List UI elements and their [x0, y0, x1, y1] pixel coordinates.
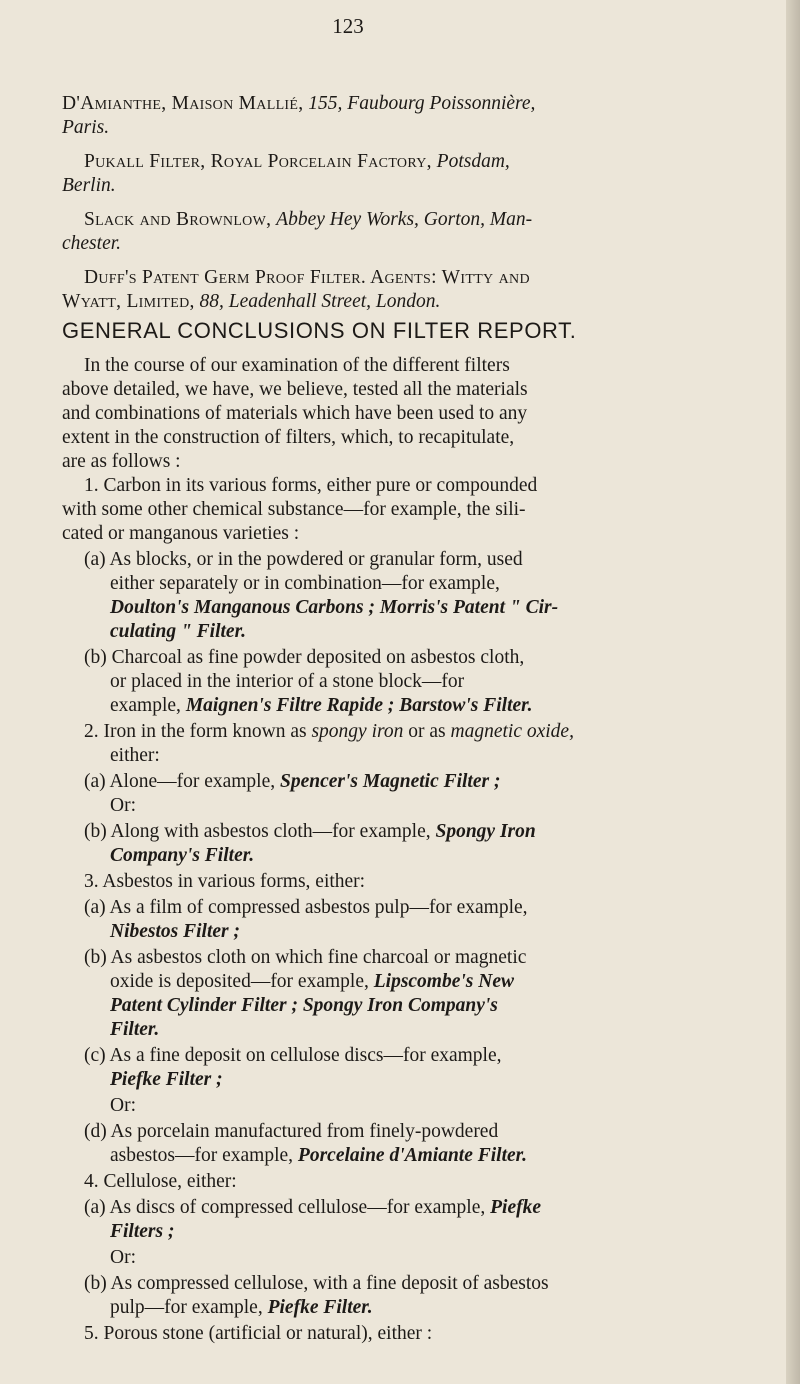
address-entry — [62, 92, 535, 116]
sub-item — [84, 820, 536, 844]
paragraph-line: are as follows : — [62, 451, 181, 472]
address-entry — [62, 290, 440, 314]
address-entry — [84, 208, 532, 232]
sub-item — [84, 770, 500, 794]
sub-item: (a) As a film of compressed asbestos pulp—for example, — [84, 897, 528, 918]
list-item — [84, 720, 574, 744]
sub-item — [84, 1196, 541, 1220]
paragraph-line: extent in the construction of filters, which, to recapitulate, — [62, 427, 515, 448]
sub-item — [110, 1296, 373, 1320]
example-names: Patent Cylinder Filter ; Spongy Iron Company's — [110, 995, 498, 1016]
address-firm: Wyatt, Limited, — [62, 291, 195, 312]
list-item: cated or manganous varieties : — [62, 523, 300, 544]
example-names: Company's Filter. — [110, 845, 255, 866]
sub-item-text: (a) Alone—for example, — [84, 771, 276, 792]
address-entry — [84, 150, 510, 174]
example-names: Maignen's Filtre Rapide ; Barstow's Filter. — [185, 695, 533, 716]
example-names: Filters ; — [110, 1221, 175, 1242]
address-location: 88, Leadenhall Street, London. — [199, 291, 441, 312]
address-firm: Duff's Patent Germ Proof Filter. Agents: Witty and — [84, 267, 530, 288]
paragraph-line: and combinations of materials which have been used to any — [62, 403, 528, 424]
list-item: 1. Carbon in its various forms, either pure or compounded — [84, 475, 538, 496]
sub-item: (b) As asbestos cloth on which fine charcoal or magnetic — [84, 947, 527, 968]
example-names: Nibestos Filter ; — [110, 921, 240, 942]
example-names: Spongy Iron — [435, 821, 536, 842]
example-names: Piefke — [490, 1197, 542, 1218]
list-item: 3. Asbestos in various forms, either: — [84, 871, 366, 892]
address-location: Abbey Hey Works, Gorton, Man- — [276, 209, 533, 230]
emphasis-text: spongy iron — [311, 721, 404, 742]
sub-item — [110, 1144, 527, 1168]
sub-item-text: pulp—for example, — [110, 1297, 263, 1318]
address-firm: Pukall Filter, Royal Porcelain Factory, — [84, 151, 432, 172]
example-names: Lipscombe's New — [373, 971, 515, 992]
sub-item: (a) As blocks, or in the powdered or granular form, used — [84, 549, 523, 570]
sub-item: (b) As compressed cellulose, with a fine deposit of asbestos — [84, 1273, 549, 1294]
example-names: Spencer's Magnetic Filter ; — [280, 771, 501, 792]
address-city: chester. — [62, 233, 122, 254]
sub-item-text: (b) Along with asbestos cloth—for example, — [84, 821, 431, 842]
page-number: 123 — [332, 14, 364, 38]
address-city: Berlin. — [62, 175, 116, 196]
sub-item: (b) Charcoal as fine powder deposited on asbestos cloth, — [84, 647, 525, 668]
sub-item-text: oxide is deposited—for example, — [110, 971, 369, 992]
example-names: Porcelaine d'Amiante Filter. — [297, 1145, 528, 1166]
sub-item: (d) As porcelain manufactured from finely-powdered — [84, 1121, 499, 1142]
or-label: Or: — [110, 1095, 136, 1116]
example-names: Piefke Filter. — [267, 1297, 373, 1318]
list-item-text: 2. Iron in the form known as — [84, 721, 307, 742]
list-item-text: or as — [408, 721, 446, 742]
example-names: culating " Filter. — [110, 621, 246, 642]
sub-item: (c) As a fine deposit on cellulose discs—for example, — [84, 1045, 502, 1066]
list-item: with some other chemical substance—for example, the sili- — [62, 499, 526, 520]
list-item: 4. Cellulose, either: — [84, 1171, 237, 1192]
sub-item-text: example, — [110, 695, 181, 716]
list-item: 5. Porous stone (artificial or natural), either : — [84, 1323, 433, 1344]
emphasis-text: magnetic oxide, — [450, 721, 574, 742]
page-edge — [786, 0, 800, 1384]
paragraph-line: above detailed, we have, we believe, tested all the materials — [62, 379, 528, 400]
sub-item — [110, 970, 514, 994]
address-city: Paris. — [62, 117, 110, 138]
sub-item: either separately or in combination—for example, — [110, 573, 500, 594]
address-location: Potsdam, — [436, 151, 510, 172]
sub-item-text: asbestos—for example, — [110, 1145, 294, 1166]
address-location: 155, Faubourg Poissonnière, — [308, 93, 536, 114]
example-names: Filter. — [110, 1019, 160, 1040]
or-label: Or: — [110, 795, 136, 816]
or-label: Or: — [110, 1247, 136, 1268]
address-firm: Slack and Brownlow, — [84, 209, 272, 230]
sub-item-text: (a) As discs of compressed cellulose—for example, — [84, 1197, 486, 1218]
address-firm: D'Amianthe, Maison Mallié, — [62, 93, 304, 114]
section-heading: GENERAL CONCLUSIONS ON FILTER REPORT. — [62, 318, 577, 343]
list-item: either: — [110, 745, 160, 766]
paragraph-line: In the course of our examination of the different filters — [84, 355, 510, 376]
example-names: Doulton's Manganous Carbons ; Morris's Patent " Cir- — [110, 597, 559, 618]
sub-item: or placed in the interior of a stone block—for — [110, 671, 465, 692]
sub-item — [110, 694, 533, 718]
example-names: Piefke Filter ; — [110, 1069, 223, 1090]
